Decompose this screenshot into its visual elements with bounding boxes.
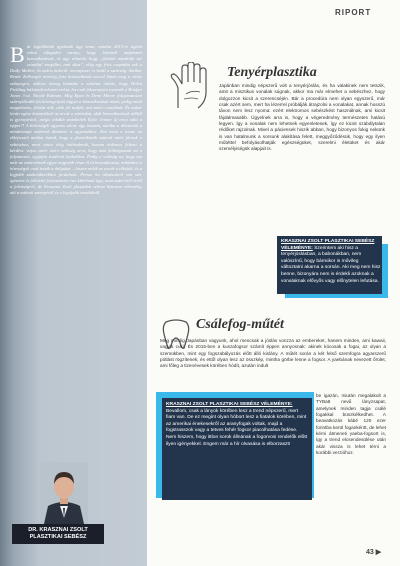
hand-icon [168,62,220,110]
author-portrait [40,462,88,524]
section-header: RIPORT [335,8,372,17]
intro-text [10,44,142,196]
opinion-1-body: Szerintem aki hisz a tenyérjóslásban, a babonákban, nem valószínű, hogy bármikor is művileg változtatni akarna a sorsán. Aki meg nem hisz benne, bizonyára nem is érdekli azoknak a vonalaknak elővyős vagy előnytelen lefutása. [281,245,381,284]
section1-title: Tenyérplasztika [227,65,317,80]
left-column [0,0,147,566]
section2-col2: be igazán, miután megalakult a TYBa8 nevű lányzsapat, amelynek minden tagja csálé fogakkal büszkélkedhet. A beavatkozás kábé 120 ezer forintba kerül fogankéntt, de lehet kérni átmeneti yaeba-fogsort is, így a trend elcsendesülése után akár vissza is lehet térni a korábbi verzióhoz. [316,393,386,456]
section1-body-top [219,83,385,153]
section2-title: Csálefog-műtét [196,317,284,332]
section2-intro: Még mindig Japánban vagyunk, ahol mencsak a jóslás vonzza az embereket, hanem minden, ami kawaii, vagyis cuki. És 2015-ben a kuszafogsor számít éppen annyosnak: akinek kócosak a fogai, az olyan a szemükben, mint egy fogszabályozás előtt álló kislány. A műtét során a két felső szemfogra agyarszerű pótlást rögzítenek, és ettől olyan lesz az összkép, mintha görbe lenne a fogsor. A yaebának nevezett őrület, ami főleg a tizenévesek körében hódít, azután indult [160,338,386,369]
opinion-1 [281,239,381,285]
author-role: PLASZTIKAI SEBÉSZ [29,534,87,540]
section1-body: Japánban mindig népszerű volt a tenyérjóslás, és ha valakinek nem tetszik, amit a misztikus vonalak súgnak, akkor ma már elmehet a sebészhez, hogy dolgozzon kicsit a szerencséjén. Bár a procedúra nem olyan egyszerű, már csak azért sem, mert ha lézerrel próbálják átrajzolni a vonalakat, annak hosszú távon nem lesz nyoma: ezért elektromos sebészkést használnak, ami kicsit fájdalmasabb. Ügyelnek arra is, hogy a végeredmény természetes hatású legyen. Így a vonalak nem lehetnek egyenletesek, így ez kicsit szabálytalan rédőket rajzolnak. Mivel a páciensek hiszik abban, hogy bizonyos fokig nekünk is van hatalmunk a sorsunk alakítása felett, meggyőződésük, hogy egy ilyen műtéttel befolyásolhatják egészségüket, szerelmi életüket és akár személyiségük alapjait is. [219,83,385,152]
author-label [12,524,104,544]
opinion-2-title: KRASZNAI ZSOLT PLASZTIKAI SEBÉSZ VÉLEMÉNYE: [166,402,293,407]
intro-body: ár legtöbbünk igyekszik úgy tenni, mintha 2015-re ugrott volna elfogadni azonyt, hogy léteznek szépészeti beavatkozások, és úgy vélnénk, hogy „feltűnő mindenki azt csinálta! megállni, ami akar”, elég egy friss csapatba sok a Daily Mailen, és máris kiderül: mennyiszer is beáll a sztárság. Amikor Renée Zellweger nemrég friss botoxoltatott arccal lépett meg a vörös szőnyegen, akkora tömeg támadta a színészt online, hogy Helen Fielding hálaimát tehetett volna, ha csak feleannyian nyeznék a Bridget Jones 3-at. Nicole Kidman, Meg Ryan és Demi Moore folyamatosan szórnyilkodik (és kövezgetjük) tágyai a beavatkozásai miatt, pedig mind magabiztos, felnőtt nők, akik jól tudják, mit miért csinálnak. És mikor lerán egész kozmetikail az arcát a sztárokat, akik beavatkozások nélkül is gyönyörűek, mégis inkább sminkeltek Kylie Jenner új arca adta a tippet?! A hírességek ugyanis szinte úgy tesznek, mintha a döntéseik a mindennapi emberek döntései is ugyanakkor. Ami most a trend, az elképesztő módon halad, hogy a plasztikázók sztárok azért járnak a sebészhez, mert nincs elég önbizalmuk, hanem érdemes felteni a kérdést: vajon azért van-e szükség arra, hogy más feldolgozzuk ezt a folyamatot, egyfajta tradíciót kialakítva. Pedig a valóság az, hogy ma már az embereknek egyre nagyobb része él át beavatkozást, miközben a hírességek csak teszik a dolgukat – hiszen nekik az arcuk a tőkéjük, és a legjobb szakemberekhez fordulnak. Persze ha túlzásokról van szó, ígéretes és fellázító folytatására van kibírható tipp, amit tudni kell erről a jelenségről, de Krasznai Zsolt plasztikai sebész biztosan vélemény, aki a sztárok szerepéről és a legújabb trendekről. [10,44,142,196]
opinion-1-title: KRASZNAI ZSOLT PLASZTIKAI SEBÉSZ VÉLEMÉNYE: [281,239,375,251]
author-name: DR. KRASZNAI ZSOLT [28,527,88,533]
author-block [12,462,138,548]
page-number: 43 ▶ [366,549,382,556]
opinion-2 [166,402,308,448]
dropcap: B [10,42,25,67]
opinion-2-body: Bevallom, csak a lányok körében lesz a trend népszerű, mert fiam van. De ez megint olyan hóbort lesz a fiatalok körében, mint az amerikai énekesekről az aranyfogak voltak, majd a fogstrasszok vagy a tetves fehér fogsor piacolhatása fedése. Nem hiszem, hogy ittlon sorok állnának a fogorvosi rendelők előtt ilyen igényekkel. Engem már a hír olvasása is elborzaszt! [166,408,308,447]
